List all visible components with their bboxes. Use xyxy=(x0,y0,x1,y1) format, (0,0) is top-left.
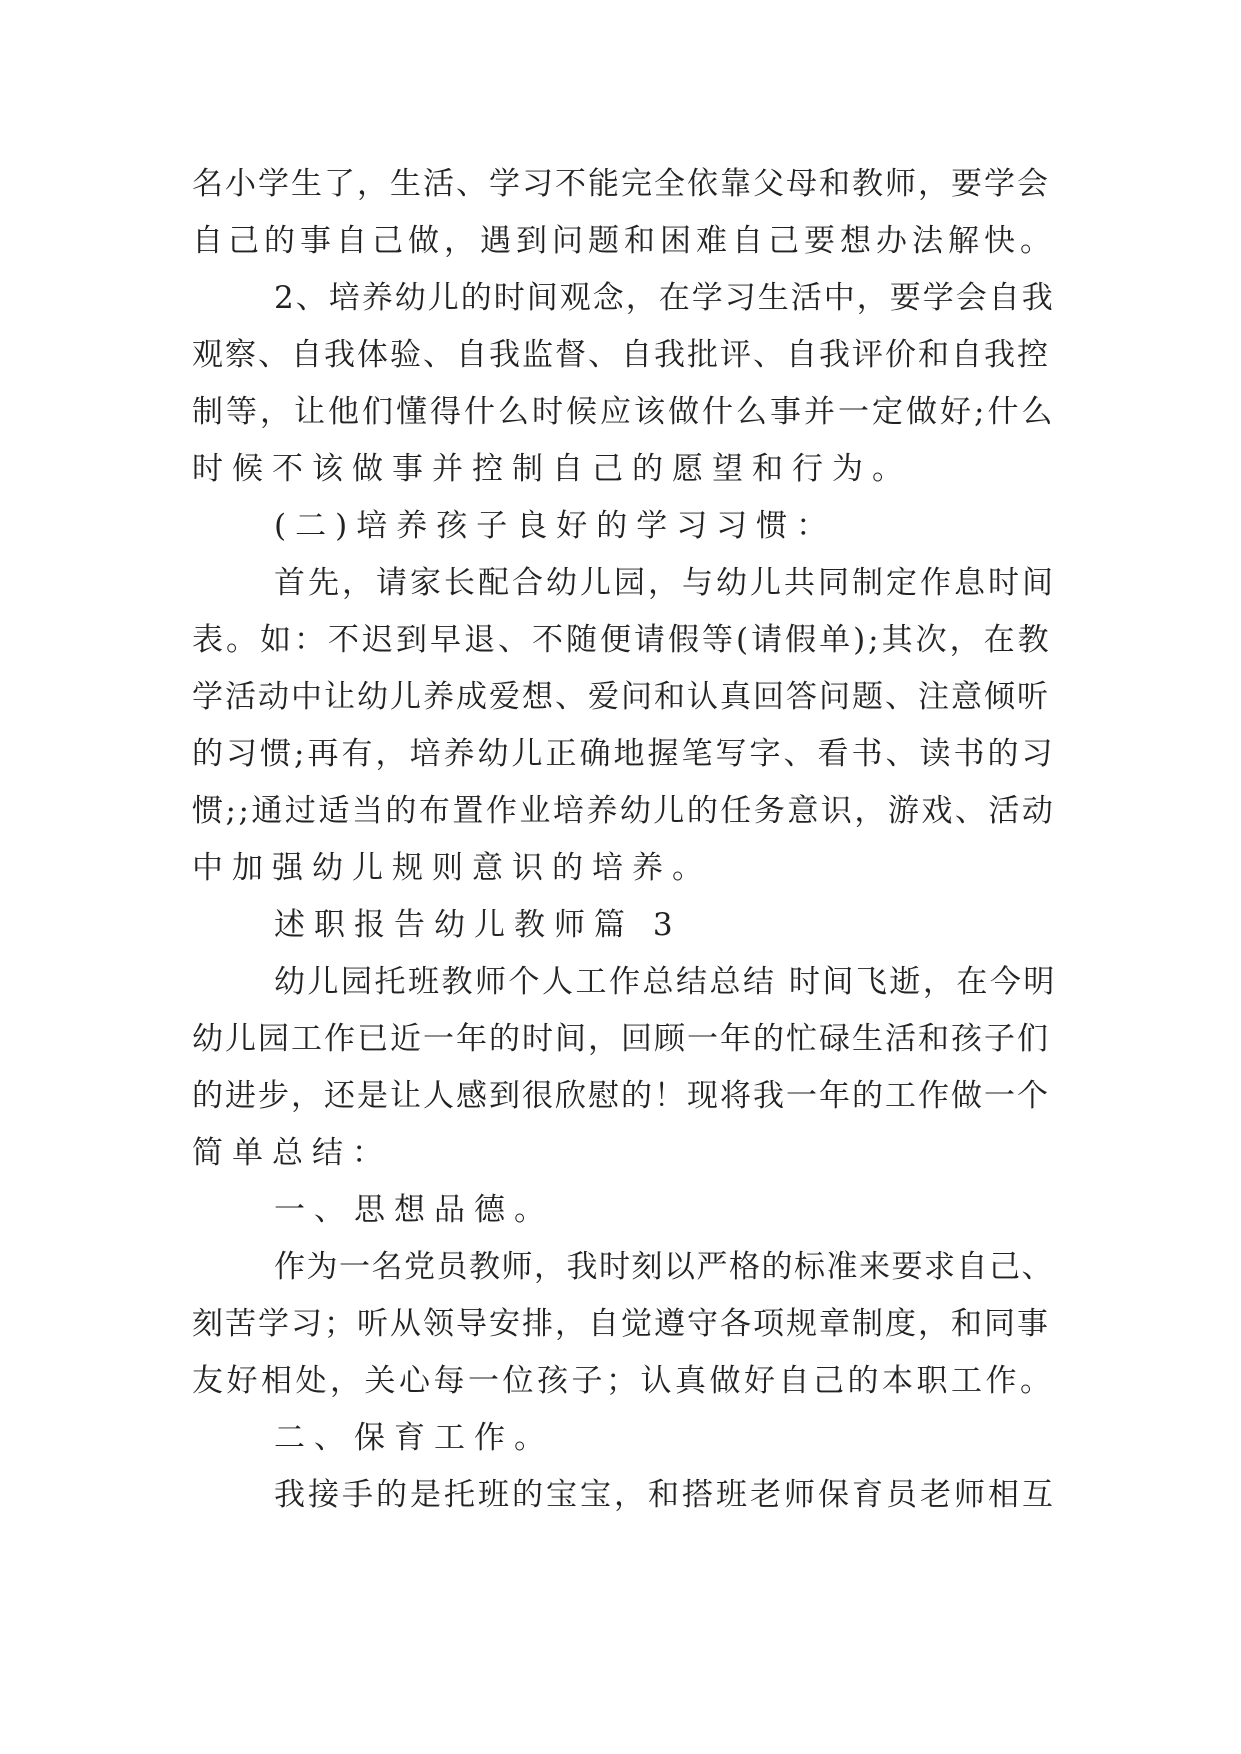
text-line xyxy=(0,1123,1241,1183)
text-line xyxy=(0,1237,1241,1297)
text-line xyxy=(0,553,1241,613)
text-line xyxy=(0,1009,1241,1069)
text-line xyxy=(0,781,1241,841)
text-line-content: 自己的事自己做，遇到问题和困难自己要想办法解快。 xyxy=(192,223,1056,259)
text-line xyxy=(0,952,1241,1012)
text-line xyxy=(0,667,1241,727)
text-line xyxy=(0,439,1241,499)
section-heading-text: 二、保育工作。 xyxy=(274,1420,554,1456)
text-line-content: 我接手的是托班的宝宝，和搭班老师保育员老师相互 xyxy=(274,1477,1056,1513)
text-line xyxy=(0,1294,1241,1354)
text-line-content: 的习惯;再有，培养幼儿正确地握笔写字、看书、读书的习 xyxy=(192,736,1056,772)
text-line-content: (二)培养孩子良好的学习习惯： xyxy=(274,508,837,544)
text-line-content: 学活动中让幼儿养成爱想、爱问和认真回答问题、注意倾听 xyxy=(192,679,1050,715)
text-line-content: 表。如：不迟到早退、不随便请假等(请假单);其次，在教 xyxy=(192,622,1052,658)
text-line-content: 首先，请家长配合幼儿园，与幼儿共同制定作息时间 xyxy=(274,565,1056,601)
text-line-content: 惯;;通过适当的布置作业培养幼儿的任务意识，游戏、活动 xyxy=(192,793,1056,829)
text-line xyxy=(0,1465,1241,1525)
section-heading xyxy=(0,1180,1241,1240)
text-line xyxy=(0,496,1241,556)
text-line-content: 幼儿园托班教师个人工作总结总结 时间飞逝，在今明 xyxy=(274,964,1057,1000)
text-line-content: 时候不该做事并控制自己的愿望和行为。 xyxy=(192,451,912,487)
text-line xyxy=(0,838,1241,898)
section-heading-text: 一、思想品德。 xyxy=(274,1192,554,1228)
text-line xyxy=(0,154,1241,214)
text-line-content: 2、培养幼儿的时间观念，在学习生活中，要学会自我 xyxy=(274,280,1055,316)
text-line xyxy=(0,211,1241,271)
text-line-content: 制等，让他们懂得什么时候应该做什么事并一定做好;什么 xyxy=(192,394,1056,430)
text-line xyxy=(0,1351,1241,1411)
text-line-content: 的进步，还是让人感到很欣慰的！现将我一年的工作做一个 xyxy=(192,1078,1050,1114)
text-line xyxy=(0,610,1241,670)
text-line xyxy=(0,325,1241,385)
text-line-content: 作为一名党员教师，我时刻以严格的标准来要求自己、 xyxy=(274,1249,1054,1285)
text-line-content: 名小学生了，生活、学习不能完全依靠父母和教师，要学会 xyxy=(192,166,1050,202)
text-line xyxy=(0,1066,1241,1126)
text-line-content: 刻苦学习；听从领导安排，自觉遵守各项规章制度，和同事 xyxy=(192,1306,1050,1342)
section-heading xyxy=(0,1408,1241,1468)
text-line xyxy=(0,724,1241,784)
text-line-content: 中加强幼儿规则意识的培养。 xyxy=(192,850,712,886)
text-line-content: 友好相处，关心每一位孩子；认真做好自己的本职工作。 xyxy=(192,1363,1055,1399)
text-line xyxy=(0,382,1241,442)
section-heading-text: 述职报告幼儿教师篇 3 xyxy=(274,907,682,943)
text-line-content: 幼儿园工作已近一年的时间，回顾一年的忙碌生活和孩子们 xyxy=(192,1021,1050,1057)
text-line-content: 简单总结： xyxy=(192,1135,392,1171)
text-line xyxy=(0,268,1241,328)
section-heading xyxy=(0,895,1241,955)
text-line-content: 观察、自我体验、自我监督、自我批评、自我评价和自我控 xyxy=(192,337,1050,373)
